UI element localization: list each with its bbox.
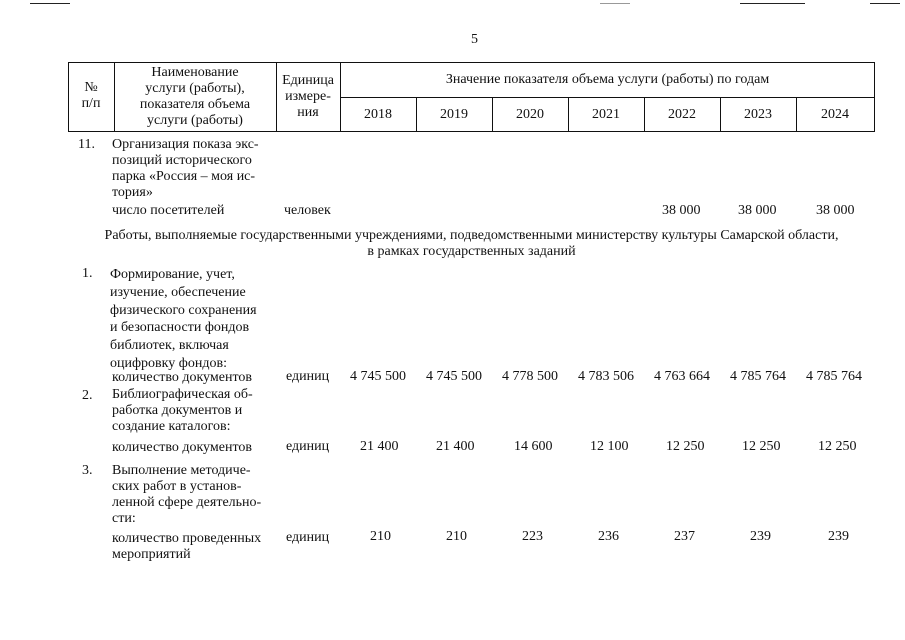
row-number: 11. [78, 137, 95, 152]
row-value: 4 745 500 [426, 369, 482, 384]
row-number: 2. [82, 388, 93, 403]
header-year: 2021 [592, 107, 620, 122]
row-value: 210 [370, 529, 391, 544]
row-unit: единиц [286, 530, 330, 545]
header-year: 2018 [364, 107, 392, 122]
scan-mark [740, 3, 805, 4]
row-number: 3. [82, 463, 93, 478]
header-year: 2019 [440, 107, 468, 122]
row-value: 38 000 [816, 203, 855, 218]
row-number: 1. [82, 266, 93, 281]
scan-mark [600, 3, 630, 4]
row-value: 4 783 506 [578, 369, 634, 384]
row-name: Организация показа экс- позиций исторического парка «Россия – моя ис- тория» [112, 137, 259, 200]
page-number: 5 [471, 32, 478, 47]
row-value: 236 [598, 529, 619, 544]
row-value: 4 745 500 [350, 369, 406, 384]
header-value-group: Значение показателя объема услуги (работы) по годам [445, 72, 770, 87]
row-indicator: количество документов [112, 440, 252, 455]
row-name: Библиографическая об- работка документов и создание каталогов: [112, 387, 253, 434]
section-title: Работы, выполняемые государственными учреждениями, подведомственными министерству культуры Самарской области, в рамках государственных заданий [104, 228, 839, 259]
header-year: 2024 [821, 107, 849, 122]
header-num-col: № п/п [81, 80, 101, 111]
row-indicator: число посетителей [112, 203, 225, 218]
row-value: 12 100 [590, 439, 629, 454]
row-value: 239 [828, 529, 849, 544]
row-value: 239 [750, 529, 771, 544]
row-value: 4 785 764 [806, 369, 862, 384]
row-value: 12 250 [742, 439, 781, 454]
row-name: Формирование, учет, изучение, обеспечение физического сохранения и безопасности фондов библиотек, включая оцифровку фондов: [110, 267, 257, 371]
header-name-col: Наименование услуги (работы), показателя объема услуги (работы) [139, 65, 251, 128]
row-value: 38 000 [662, 203, 701, 218]
row-value: 21 400 [436, 439, 475, 454]
row-name: Выполнение методиче- ских работ в установ- ленной сфере деятельно- сти: [112, 463, 262, 526]
header-unit-col: Единица измере- ния [282, 73, 334, 120]
row-unit: единиц [286, 369, 330, 384]
header-year: 2020 [516, 107, 544, 122]
row-value: 21 400 [360, 439, 399, 454]
row-value: 38 000 [738, 203, 777, 218]
row-unit: человек [284, 203, 331, 218]
row-value: 210 [446, 529, 467, 544]
row-value: 4 778 500 [502, 369, 558, 384]
scan-mark [30, 3, 70, 4]
row-value: 4 763 664 [654, 369, 710, 384]
row-value: 237 [674, 529, 695, 544]
header-year: 2022 [668, 107, 696, 122]
header-year: 2023 [744, 107, 772, 122]
row-value: 14 600 [514, 439, 553, 454]
row-indicator: количество проведенных мероприятий [112, 531, 262, 562]
row-value: 12 250 [666, 439, 705, 454]
row-indicator: количество документов [112, 370, 252, 385]
scan-mark [870, 3, 900, 4]
row-unit: единиц [286, 439, 330, 454]
row-value: 4 785 764 [730, 369, 786, 384]
row-value: 223 [522, 529, 543, 544]
row-value: 12 250 [818, 439, 857, 454]
